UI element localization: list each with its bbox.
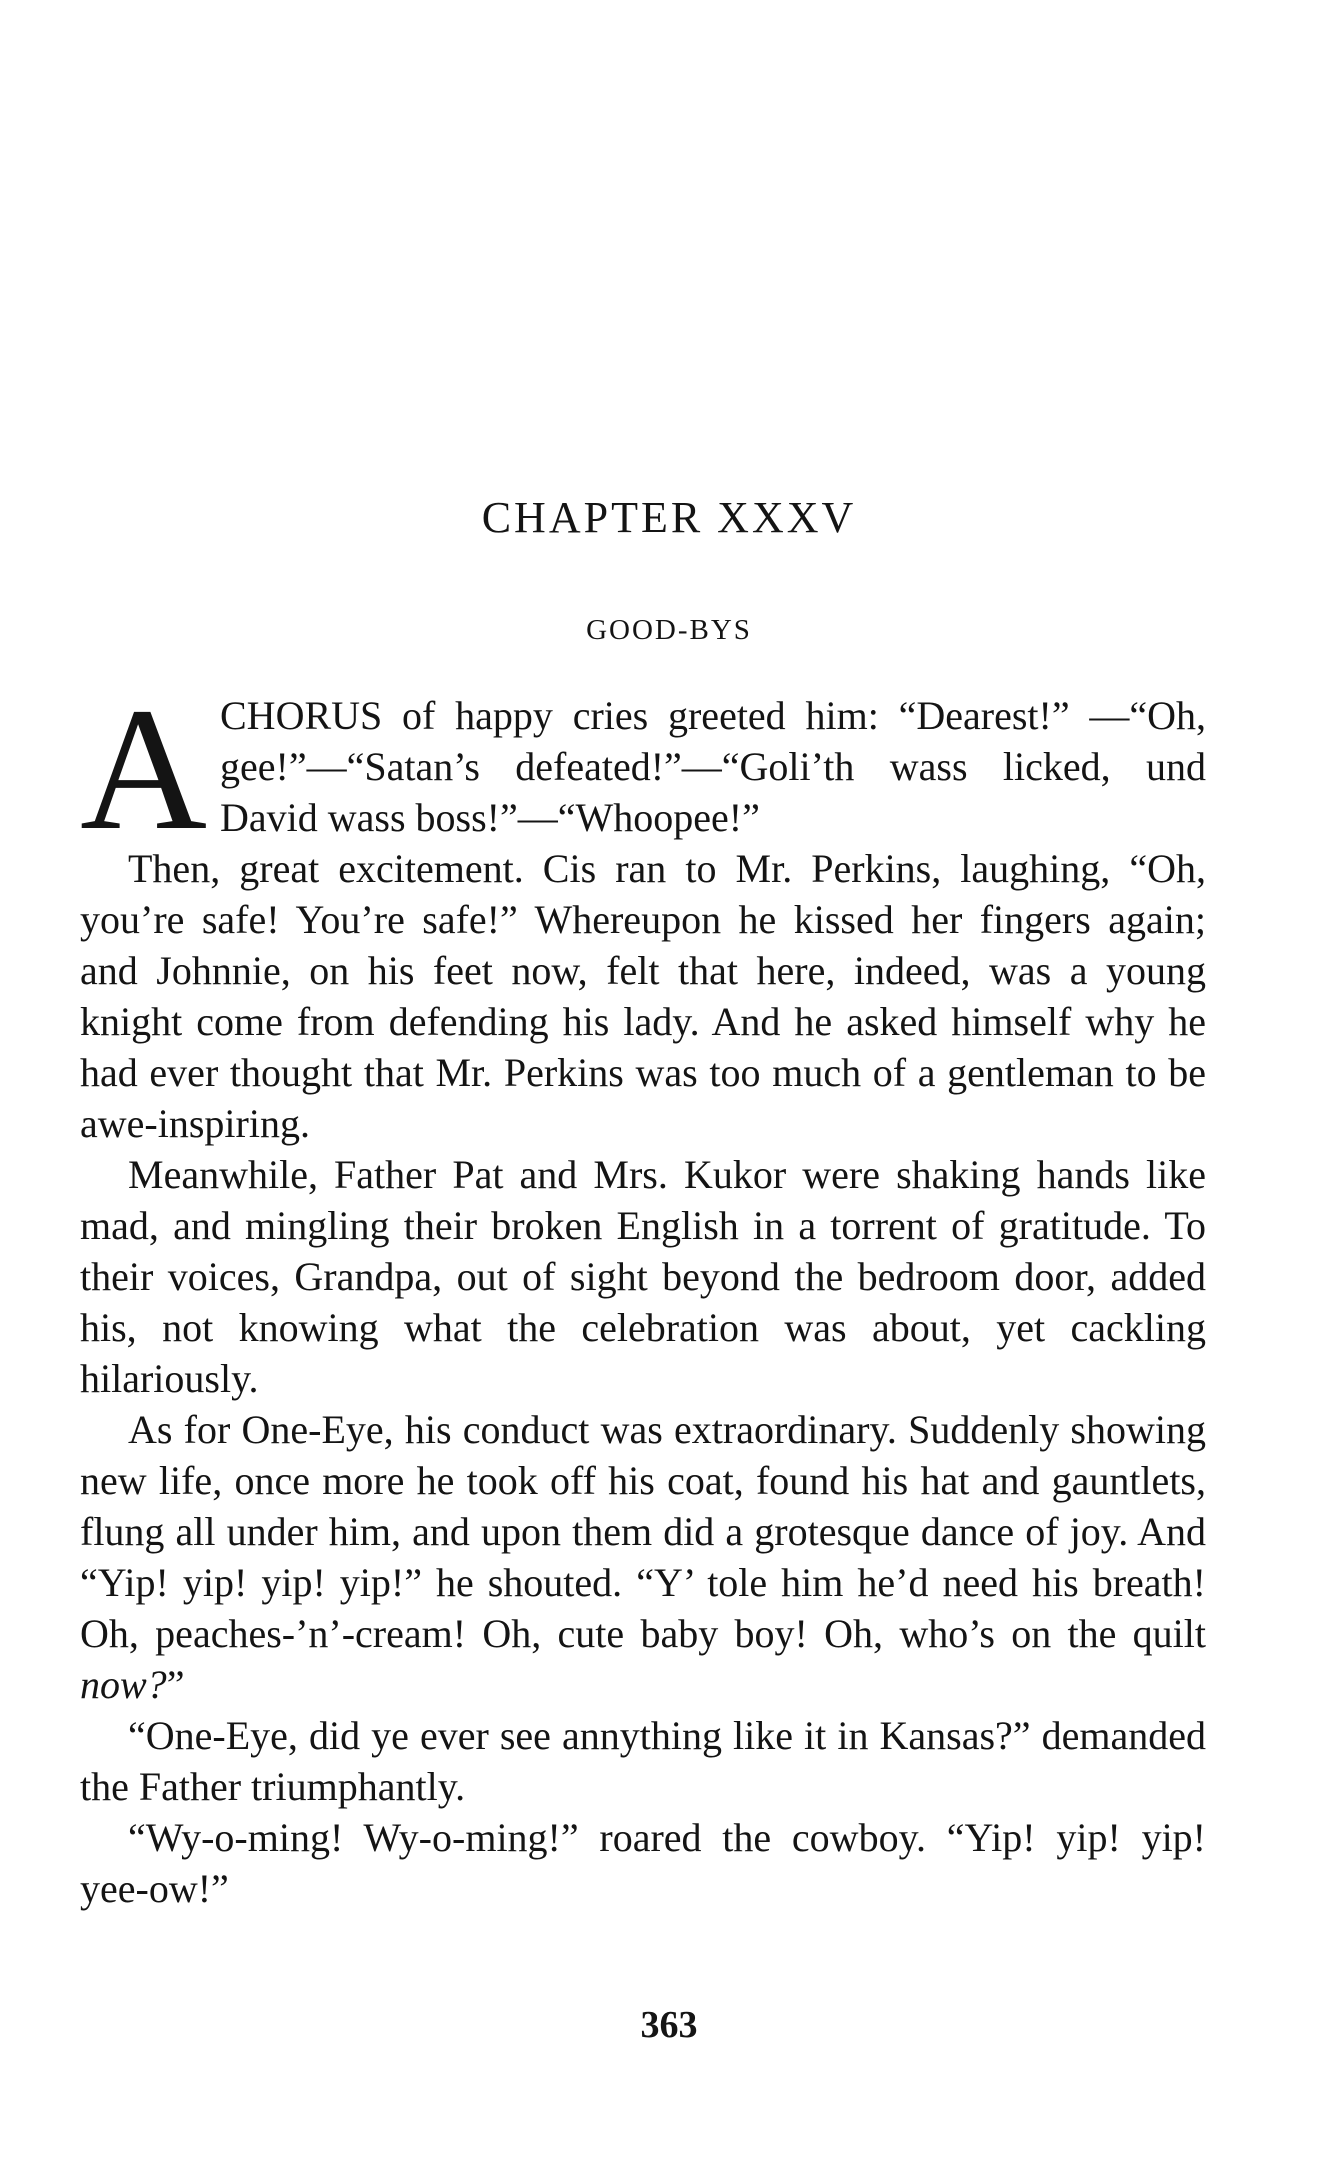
chapter-subtitle: GOOD-BYS: [586, 614, 752, 646]
paragraph-3: Meanwhile, Father Pat and Mrs. Kukor were shaking hands like mad, and mingling their broken English in a torrent of gratitude. To their voices, Grandpa, out of sight beyond the bedroom door, added his, not knowing what the celebration was about, yet cackling hilariously.: [80, 1152, 1206, 1401]
paragraph-text: As for One-Eye, his conduct was extraordinary. Suddenly showing new life, once more he took off his coat, found his hat and gauntlets, flung all under him, and upon them did a grotesque dance of joy. And “Yip! yip! yip! yip!” he shouted. “Y’ tole him he’d need his breath! Oh, peaches-’n’-cream! Oh, cute baby boy! Oh, who’s on the quilt: [80, 1407, 1206, 1656]
paragraph-6: “Wy-o-ming! Wy-o-ming!” roared the cowboy. “Yip! yip! yip! yee-ow!”: [80, 1815, 1206, 1911]
paragraph-4: [80, 1404, 1206, 1710]
emphasized-word: now?: [80, 1662, 167, 1707]
paragraph-2: Then, great excitement. Cis ran to Mr. Perkins, laughing, “Oh, you’re safe! You’re safe!” Whereupon he kissed her fingers again; and Johnnie, on his feet now, felt that here, indeed, was a young knight come from defending his lady. And he asked himself why he had ever thought that Mr. Perkins was too much of a gentleman to be awe-inspiring.: [80, 846, 1206, 1146]
paragraph-text: CHORUS of happy cries greeted him: “Dearest!” —“Oh, gee!”—“Satan’s defeated!”—“Goli’th wass licked, und David wass boss!”—“Whoopee!”: [220, 693, 1206, 840]
chapter-title: CHAPTER XXXV: [481, 493, 857, 542]
drop-cap: A: [80, 672, 208, 867]
paragraph-text-end: ”: [166, 1662, 185, 1707]
paragraph-5: “One-Eye, did ye ever see annything like it in Kansas?” demanded the Father triumphantly.: [80, 1713, 1206, 1809]
paragraph-1: [80, 672, 1206, 867]
page-number: 363: [640, 2004, 698, 2046]
chapter-body: [80, 672, 1206, 1914]
